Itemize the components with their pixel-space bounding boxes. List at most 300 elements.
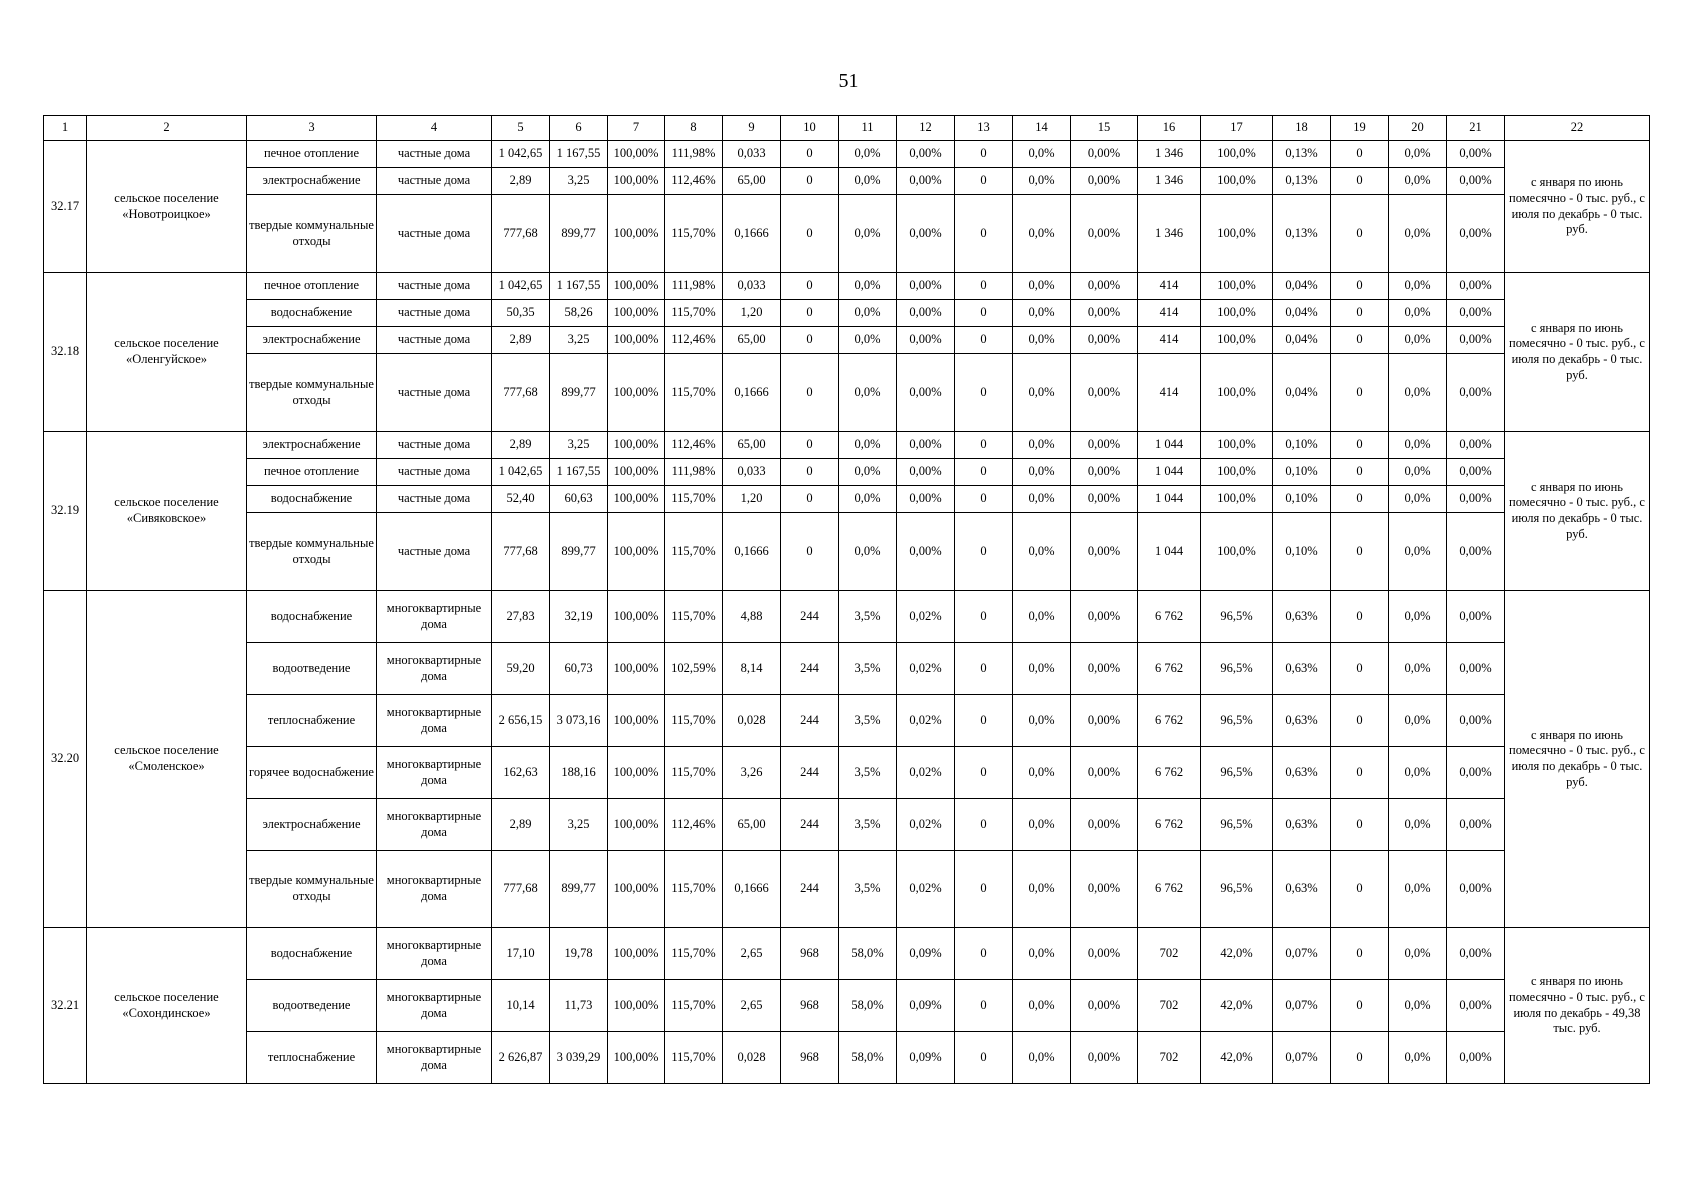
table-row	[44, 799, 1650, 851]
value-cell: 0	[1331, 513, 1389, 591]
header-cell: 8	[665, 116, 723, 141]
housing-type-cell: частные дома	[377, 327, 492, 354]
value-cell: 1 042,65	[492, 141, 550, 168]
value-cell: 0,00%	[1071, 513, 1138, 591]
value-cell: 0,0%	[1389, 168, 1447, 195]
value-cell: 100,00%	[608, 141, 665, 168]
value-cell: 100,00%	[608, 459, 665, 486]
service-cell: твердые коммунальные отходы	[247, 851, 377, 928]
value-cell: 702	[1138, 980, 1201, 1032]
settlement-name: сельское поселение «Смоленское»	[87, 591, 247, 928]
header-cell: 16	[1138, 116, 1201, 141]
table-row	[44, 591, 1650, 643]
service-cell: теплоснабжение	[247, 1032, 377, 1084]
value-cell: 6 762	[1138, 799, 1201, 851]
value-cell: 115,70%	[665, 1032, 723, 1084]
value-cell: 59,20	[492, 643, 550, 695]
value-cell: 6 762	[1138, 695, 1201, 747]
value-cell: 4,88	[723, 591, 781, 643]
value-cell: 102,59%	[665, 643, 723, 695]
value-cell: 0,00%	[897, 513, 955, 591]
value-cell: 100,00%	[608, 513, 665, 591]
header-row	[44, 116, 1650, 141]
value-cell: 42,0%	[1201, 928, 1273, 980]
value-cell: 115,70%	[665, 354, 723, 432]
value-cell: 2,89	[492, 327, 550, 354]
housing-type-cell: частные дома	[377, 432, 492, 459]
value-cell: 0,63%	[1273, 747, 1331, 799]
value-cell: 0,0%	[839, 300, 897, 327]
value-cell: 0,1666	[723, 354, 781, 432]
value-cell: 100,00%	[608, 643, 665, 695]
value-cell: 3 039,29	[550, 1032, 608, 1084]
value-cell: 0,033	[723, 141, 781, 168]
value-cell: 6 762	[1138, 643, 1201, 695]
table-row	[44, 747, 1650, 799]
header-cell: 22	[1505, 116, 1650, 141]
value-cell: 111,98%	[665, 141, 723, 168]
value-cell: 0,09%	[897, 928, 955, 980]
value-cell: 0,00%	[1071, 432, 1138, 459]
value-cell: 0,0%	[1013, 747, 1071, 799]
value-cell: 0,0%	[1389, 459, 1447, 486]
value-cell: 60,63	[550, 486, 608, 513]
value-cell: 702	[1138, 1032, 1201, 1084]
header-cell: 5	[492, 116, 550, 141]
value-cell: 0,02%	[897, 695, 955, 747]
value-cell: 0	[1331, 459, 1389, 486]
value-cell: 0,00%	[1071, 327, 1138, 354]
value-cell: 0,00%	[1447, 486, 1505, 513]
value-cell: 0,00%	[1447, 354, 1505, 432]
housing-type-cell: многоквартирные дома	[377, 851, 492, 928]
value-cell: 0,0%	[839, 168, 897, 195]
value-cell: 0,10%	[1273, 459, 1331, 486]
value-cell: 0,0%	[839, 432, 897, 459]
service-cell: твердые коммунальные отходы	[247, 354, 377, 432]
value-cell: 0	[1331, 928, 1389, 980]
value-cell: 899,77	[550, 195, 608, 273]
header-cell: 11	[839, 116, 897, 141]
value-cell: 0,0%	[839, 486, 897, 513]
header-cell: 19	[1331, 116, 1389, 141]
table-row	[44, 141, 1650, 168]
value-cell: 42,0%	[1201, 1032, 1273, 1084]
value-cell: 0	[955, 432, 1013, 459]
value-cell: 58,0%	[839, 980, 897, 1032]
value-cell: 1 167,55	[550, 459, 608, 486]
value-cell: 115,70%	[665, 513, 723, 591]
header-cell: 3	[247, 116, 377, 141]
value-cell: 0,00%	[897, 168, 955, 195]
table-row	[44, 695, 1650, 747]
service-cell: водоотведение	[247, 643, 377, 695]
value-cell: 0,07%	[1273, 980, 1331, 1032]
value-cell: 0,02%	[897, 851, 955, 928]
value-cell: 0	[1331, 141, 1389, 168]
value-cell: 100,00%	[608, 1032, 665, 1084]
value-cell: 1 167,55	[550, 141, 608, 168]
housing-type-cell: частные дома	[377, 141, 492, 168]
value-cell: 1 044	[1138, 513, 1201, 591]
value-cell: 0,0%	[839, 513, 897, 591]
value-cell: 0	[955, 513, 1013, 591]
service-cell: печное отопление	[247, 273, 377, 300]
value-cell: 0,033	[723, 273, 781, 300]
service-cell: водоснабжение	[247, 486, 377, 513]
value-cell: 100,00%	[608, 980, 665, 1032]
housing-type-cell: многоквартирные дома	[377, 928, 492, 980]
table-row	[44, 1032, 1650, 1084]
value-cell: 0,00%	[1447, 273, 1505, 300]
value-cell: 100,00%	[608, 354, 665, 432]
value-cell: 414	[1138, 300, 1201, 327]
value-cell: 96,5%	[1201, 747, 1273, 799]
value-cell: 0	[1331, 168, 1389, 195]
value-cell: 0,07%	[1273, 1032, 1331, 1084]
value-cell: 115,70%	[665, 980, 723, 1032]
value-cell: 244	[781, 799, 839, 851]
value-cell: 0,0%	[1013, 591, 1071, 643]
value-cell: 0,0%	[1389, 513, 1447, 591]
value-cell: 100,00%	[608, 195, 665, 273]
value-cell: 0,0%	[1389, 486, 1447, 513]
value-cell: 2,89	[492, 799, 550, 851]
value-cell: 0,00%	[1447, 459, 1505, 486]
value-cell: 0,00%	[1071, 459, 1138, 486]
value-cell: 0,00%	[1071, 928, 1138, 980]
value-cell: 0,0%	[1013, 195, 1071, 273]
value-cell: 0,00%	[1071, 273, 1138, 300]
value-cell: 0,00%	[1071, 851, 1138, 928]
value-cell: 0	[1331, 799, 1389, 851]
value-cell: 0,04%	[1273, 354, 1331, 432]
value-cell: 100,00%	[608, 695, 665, 747]
payment-note: с января по июнь помесячно - 0 тыс. руб., с июля по декабрь - 0 тыс. руб.	[1505, 141, 1650, 273]
value-cell: 0,09%	[897, 980, 955, 1032]
value-cell: 0,00%	[1447, 300, 1505, 327]
value-cell: 0,0%	[1389, 928, 1447, 980]
housing-type-cell: частные дома	[377, 459, 492, 486]
housing-type-cell: многоквартирные дома	[377, 799, 492, 851]
value-cell: 968	[781, 1032, 839, 1084]
value-cell: 0	[781, 300, 839, 327]
value-cell: 96,5%	[1201, 591, 1273, 643]
value-cell: 100,0%	[1201, 459, 1273, 486]
housing-type-cell: многоквартирные дома	[377, 747, 492, 799]
value-cell: 0,63%	[1273, 799, 1331, 851]
value-cell: 1 346	[1138, 195, 1201, 273]
value-cell: 0,00%	[1071, 799, 1138, 851]
value-cell: 32,19	[550, 591, 608, 643]
value-cell: 100,0%	[1201, 300, 1273, 327]
value-cell: 111,98%	[665, 273, 723, 300]
value-cell: 777,68	[492, 513, 550, 591]
table-row	[44, 980, 1650, 1032]
value-cell: 0,63%	[1273, 643, 1331, 695]
value-cell: 0	[955, 980, 1013, 1032]
service-cell: электроснабжение	[247, 799, 377, 851]
value-cell: 0,0%	[1389, 273, 1447, 300]
value-cell: 0	[1331, 643, 1389, 695]
header-cell: 1	[44, 116, 87, 141]
value-cell: 0,0%	[1013, 799, 1071, 851]
header-cell: 4	[377, 116, 492, 141]
value-cell: 414	[1138, 354, 1201, 432]
value-cell: 0,1666	[723, 851, 781, 928]
table-row	[44, 851, 1650, 928]
value-cell: 0,0%	[1013, 432, 1071, 459]
payment-note: с января по июнь помесячно - 0 тыс. руб., с июля по декабрь - 49,38 тыс. руб.	[1505, 928, 1650, 1084]
value-cell: 65,00	[723, 168, 781, 195]
value-cell: 3,5%	[839, 591, 897, 643]
table-row	[44, 643, 1650, 695]
value-cell: 0,10%	[1273, 486, 1331, 513]
service-cell: водоснабжение	[247, 300, 377, 327]
value-cell: 8,14	[723, 643, 781, 695]
value-cell: 1 042,65	[492, 459, 550, 486]
housing-type-cell: частные дома	[377, 195, 492, 273]
value-cell: 0,028	[723, 1032, 781, 1084]
value-cell: 100,0%	[1201, 195, 1273, 273]
header-cell: 2	[87, 116, 247, 141]
value-cell: 0,00%	[1447, 695, 1505, 747]
value-cell: 3 073,16	[550, 695, 608, 747]
header-cell: 12	[897, 116, 955, 141]
table-row	[44, 513, 1650, 591]
value-cell: 1 044	[1138, 486, 1201, 513]
header-cell: 13	[955, 116, 1013, 141]
value-cell: 0,0%	[1013, 1032, 1071, 1084]
value-cell: 2,65	[723, 928, 781, 980]
header-cell: 20	[1389, 116, 1447, 141]
value-cell: 0,0%	[839, 354, 897, 432]
value-cell: 0	[781, 168, 839, 195]
value-cell: 115,70%	[665, 928, 723, 980]
header-cell: 14	[1013, 116, 1071, 141]
value-cell: 0,0%	[1013, 354, 1071, 432]
value-cell: 0	[1331, 195, 1389, 273]
value-cell: 2,65	[723, 980, 781, 1032]
value-cell: 3,5%	[839, 799, 897, 851]
header-cell: 9	[723, 116, 781, 141]
header-cell: 7	[608, 116, 665, 141]
value-cell: 0	[781, 513, 839, 591]
service-cell: горячее водоснабжение	[247, 747, 377, 799]
value-cell: 0,00%	[1071, 591, 1138, 643]
value-cell: 0,0%	[1013, 459, 1071, 486]
value-cell: 0,04%	[1273, 273, 1331, 300]
settlement-name: сельское поселение «Сивяковское»	[87, 432, 247, 591]
value-cell: 112,46%	[665, 799, 723, 851]
value-cell: 0,0%	[1389, 643, 1447, 695]
value-cell: 0,00%	[1071, 695, 1138, 747]
value-cell: 0,0%	[1389, 799, 1447, 851]
value-cell: 0,00%	[1447, 851, 1505, 928]
value-cell: 0,0%	[1389, 851, 1447, 928]
value-cell: 112,46%	[665, 168, 723, 195]
value-cell: 0,00%	[1447, 591, 1505, 643]
header-cell: 15	[1071, 116, 1138, 141]
value-cell: 0,02%	[897, 591, 955, 643]
value-cell: 0,0%	[1389, 327, 1447, 354]
value-cell: 0,1666	[723, 195, 781, 273]
value-cell: 0	[781, 432, 839, 459]
value-cell: 0,00%	[897, 273, 955, 300]
value-cell: 0	[1331, 300, 1389, 327]
settlement-name: сельское поселение «Сохондинское»	[87, 928, 247, 1084]
value-cell: 0,0%	[1389, 141, 1447, 168]
value-cell: 0,00%	[1447, 799, 1505, 851]
value-cell: 0,07%	[1273, 928, 1331, 980]
value-cell: 115,70%	[665, 747, 723, 799]
value-cell: 52,40	[492, 486, 550, 513]
value-cell: 244	[781, 747, 839, 799]
value-cell: 0	[1331, 486, 1389, 513]
value-cell: 0,0%	[1013, 486, 1071, 513]
value-cell: 0,00%	[1447, 513, 1505, 591]
value-cell: 100,0%	[1201, 273, 1273, 300]
value-cell: 0	[1331, 747, 1389, 799]
value-cell: 0,00%	[897, 327, 955, 354]
value-cell: 0,00%	[1071, 300, 1138, 327]
settlement-name: сельское поселение «Новотроицкое»	[87, 141, 247, 273]
value-cell: 19,78	[550, 928, 608, 980]
value-cell: 0,63%	[1273, 591, 1331, 643]
value-cell: 0	[1331, 591, 1389, 643]
value-cell: 899,77	[550, 851, 608, 928]
value-cell: 0,0%	[1013, 141, 1071, 168]
value-cell: 777,68	[492, 195, 550, 273]
value-cell: 0	[781, 273, 839, 300]
value-cell: 58,0%	[839, 1032, 897, 1084]
value-cell: 0,13%	[1273, 168, 1331, 195]
value-cell: 0,00%	[897, 195, 955, 273]
value-cell: 0	[955, 799, 1013, 851]
value-cell: 100,00%	[608, 486, 665, 513]
value-cell: 0	[955, 327, 1013, 354]
value-cell: 0,63%	[1273, 851, 1331, 928]
value-cell: 0,00%	[1071, 141, 1138, 168]
value-cell: 0,00%	[1071, 643, 1138, 695]
header-cell: 21	[1447, 116, 1505, 141]
settlement-name: сельское поселение «Оленгуйское»	[87, 273, 247, 432]
value-cell: 115,70%	[665, 195, 723, 273]
value-cell: 0,1666	[723, 513, 781, 591]
service-cell: электроснабжение	[247, 432, 377, 459]
value-cell: 0,028	[723, 695, 781, 747]
value-cell: 1 346	[1138, 168, 1201, 195]
value-cell: 1 042,65	[492, 273, 550, 300]
value-cell: 100,00%	[608, 168, 665, 195]
value-cell: 244	[781, 851, 839, 928]
group-number: 32.19	[44, 432, 87, 591]
value-cell: 3,25	[550, 799, 608, 851]
value-cell: 0,00%	[897, 141, 955, 168]
value-cell: 162,63	[492, 747, 550, 799]
table-row	[44, 168, 1650, 195]
value-cell: 0	[955, 459, 1013, 486]
service-cell: водоснабжение	[247, 928, 377, 980]
housing-type-cell: многоквартирные дома	[377, 980, 492, 1032]
value-cell: 0	[955, 195, 1013, 273]
value-cell: 0,0%	[839, 327, 897, 354]
value-cell: 115,70%	[665, 486, 723, 513]
table-row	[44, 354, 1650, 432]
value-cell: 0,00%	[1071, 195, 1138, 273]
value-cell: 0,00%	[897, 459, 955, 486]
value-cell: 899,77	[550, 354, 608, 432]
value-cell: 0,10%	[1273, 432, 1331, 459]
value-cell: 6 762	[1138, 591, 1201, 643]
value-cell: 112,46%	[665, 327, 723, 354]
value-cell: 50,35	[492, 300, 550, 327]
value-cell: 115,70%	[665, 591, 723, 643]
value-cell: 0	[955, 928, 1013, 980]
value-cell: 0,0%	[1389, 747, 1447, 799]
value-cell: 0,0%	[1013, 980, 1071, 1032]
value-cell: 27,83	[492, 591, 550, 643]
header-cell: 17	[1201, 116, 1273, 141]
value-cell: 0,0%	[1013, 928, 1071, 980]
value-cell: 0,00%	[1447, 168, 1505, 195]
service-cell: твердые коммунальные отходы	[247, 513, 377, 591]
value-cell: 0,09%	[897, 1032, 955, 1084]
value-cell: 100,00%	[608, 747, 665, 799]
table-row	[44, 327, 1650, 354]
value-cell: 100,00%	[608, 300, 665, 327]
value-cell: 0	[1331, 1032, 1389, 1084]
value-cell: 0,02%	[897, 643, 955, 695]
housing-type-cell: частные дома	[377, 513, 492, 591]
value-cell: 0	[1331, 354, 1389, 432]
table-row	[44, 459, 1650, 486]
value-cell: 0,13%	[1273, 195, 1331, 273]
value-cell: 3,25	[550, 327, 608, 354]
value-cell: 3,5%	[839, 747, 897, 799]
service-cell: водоотведение	[247, 980, 377, 1032]
value-cell: 0,0%	[1389, 300, 1447, 327]
value-cell: 65,00	[723, 799, 781, 851]
value-cell: 0	[955, 273, 1013, 300]
value-cell: 96,5%	[1201, 643, 1273, 695]
value-cell: 1,20	[723, 300, 781, 327]
housing-type-cell: частные дома	[377, 486, 492, 513]
value-cell: 6 762	[1138, 747, 1201, 799]
value-cell: 3,5%	[839, 851, 897, 928]
value-cell: 42,0%	[1201, 980, 1273, 1032]
value-cell: 968	[781, 928, 839, 980]
value-cell: 17,10	[492, 928, 550, 980]
value-cell: 1 044	[1138, 459, 1201, 486]
value-cell: 0,00%	[1447, 747, 1505, 799]
value-cell: 0,0%	[1389, 195, 1447, 273]
housing-type-cell: многоквартирные дома	[377, 1032, 492, 1084]
value-cell: 0,02%	[897, 747, 955, 799]
value-cell: 100,0%	[1201, 168, 1273, 195]
payment-note: с января по июнь помесячно - 0 тыс. руб., с июля по декабрь - 0 тыс. руб.	[1505, 591, 1650, 928]
table-row	[44, 195, 1650, 273]
value-cell: 100,0%	[1201, 141, 1273, 168]
value-cell: 0	[1331, 980, 1389, 1032]
value-cell: 0,00%	[1447, 928, 1505, 980]
value-cell: 0,033	[723, 459, 781, 486]
value-cell: 100,0%	[1201, 513, 1273, 591]
value-cell: 0,0%	[1389, 432, 1447, 459]
value-cell: 0,00%	[897, 300, 955, 327]
header-cell: 10	[781, 116, 839, 141]
value-cell: 3,25	[550, 432, 608, 459]
